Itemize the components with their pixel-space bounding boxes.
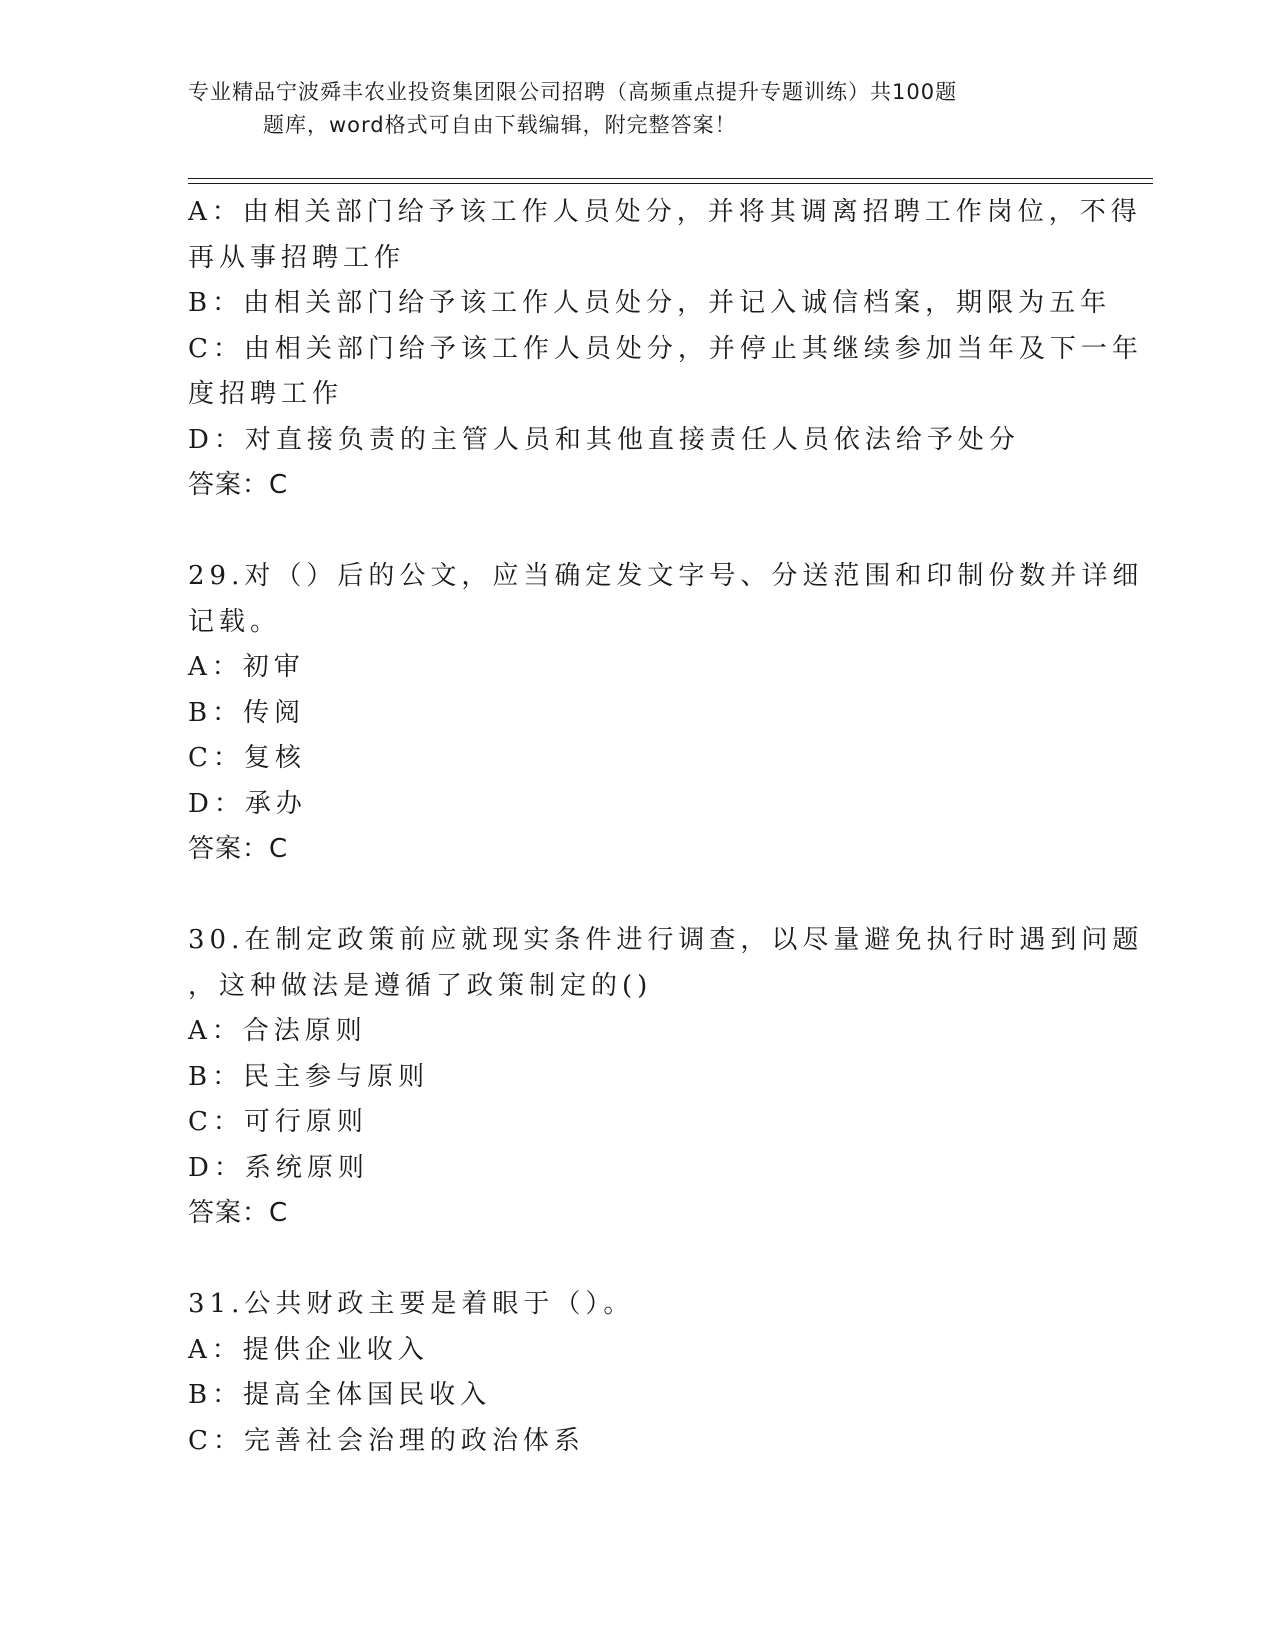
option-a: A：初审 (188, 652, 305, 682)
answer-line: 答案：C (188, 1198, 289, 1228)
option-d: D：承办 (188, 788, 307, 819)
option-d: D：系统原则 (188, 1152, 369, 1183)
block-spacer (188, 1237, 1088, 1283)
option-a-line-2: 再从事招聘工作 (188, 242, 406, 273)
question-text-line-1: 31.公共财政主要是着眼于（）。 (188, 1289, 635, 1319)
question-block-29 (188, 554, 1144, 873)
question-text-line-2: 记载。 (188, 606, 282, 637)
question-text-line-1: 29.对（）后的公文，应当确定发文字号、分送范围和印制份数并详细 (188, 561, 1144, 591)
option-b: B：由相关部门给予该工作人员处分，并记入诚信档案，期限为五年 (188, 288, 1112, 318)
option-b: B：传阅 (188, 697, 306, 728)
option-c-line-2: 度招聘工作 (188, 379, 344, 409)
header-divider-top (188, 178, 1153, 179)
block-spacer (188, 873, 1088, 919)
option-d: D：对直接负责的主管人员和其他直接责任人员依法给予处分 (188, 424, 1020, 455)
question-block-31 (188, 1282, 1088, 1464)
header-divider-bottom (188, 183, 1153, 184)
answer-line: 答案：C (188, 834, 289, 864)
answer-line: 答案：C (188, 470, 289, 500)
option-a-line-1: A：由相关部门给予该工作人员处分，并将其调离招聘工作岗位，不得 (188, 197, 1142, 227)
option-c: C：复核 (188, 743, 306, 773)
option-c-line-1: C：由相关部门给予该工作人员处分，并停止其继续参加当年及下一年 (188, 333, 1143, 364)
question-block-28 (188, 190, 1143, 509)
block-spacer (188, 509, 1088, 555)
option-b: B：提高全体国民收入 (188, 1380, 492, 1410)
option-a: A：提供企业收入 (188, 1334, 429, 1365)
header-title-line-1: 专业精品宁波舜丰农业投资集团限公司招聘（高频重点提升专题训练）共100题 (188, 80, 958, 104)
document-body (188, 190, 1144, 1464)
option-b: B：民主参与原则 (188, 1061, 430, 1092)
option-c: C：完善社会治理的政治体系 (188, 1425, 585, 1456)
question-text-line-1: 30.在制定政策前应就现实条件进行调查，以尽量避免执行时遇到问题 (188, 925, 1144, 955)
option-a: A：合法原则 (188, 1016, 367, 1046)
question-block-30 (188, 918, 1144, 1237)
question-text-line-2: ，这种做法是遵循了政策制定的() (188, 970, 653, 1001)
header-title-line-2: 题库，word格式可自由下载编辑，附完整答案！ (263, 113, 737, 137)
page-header (188, 76, 1088, 142)
option-c: C：可行原则 (188, 1107, 368, 1137)
